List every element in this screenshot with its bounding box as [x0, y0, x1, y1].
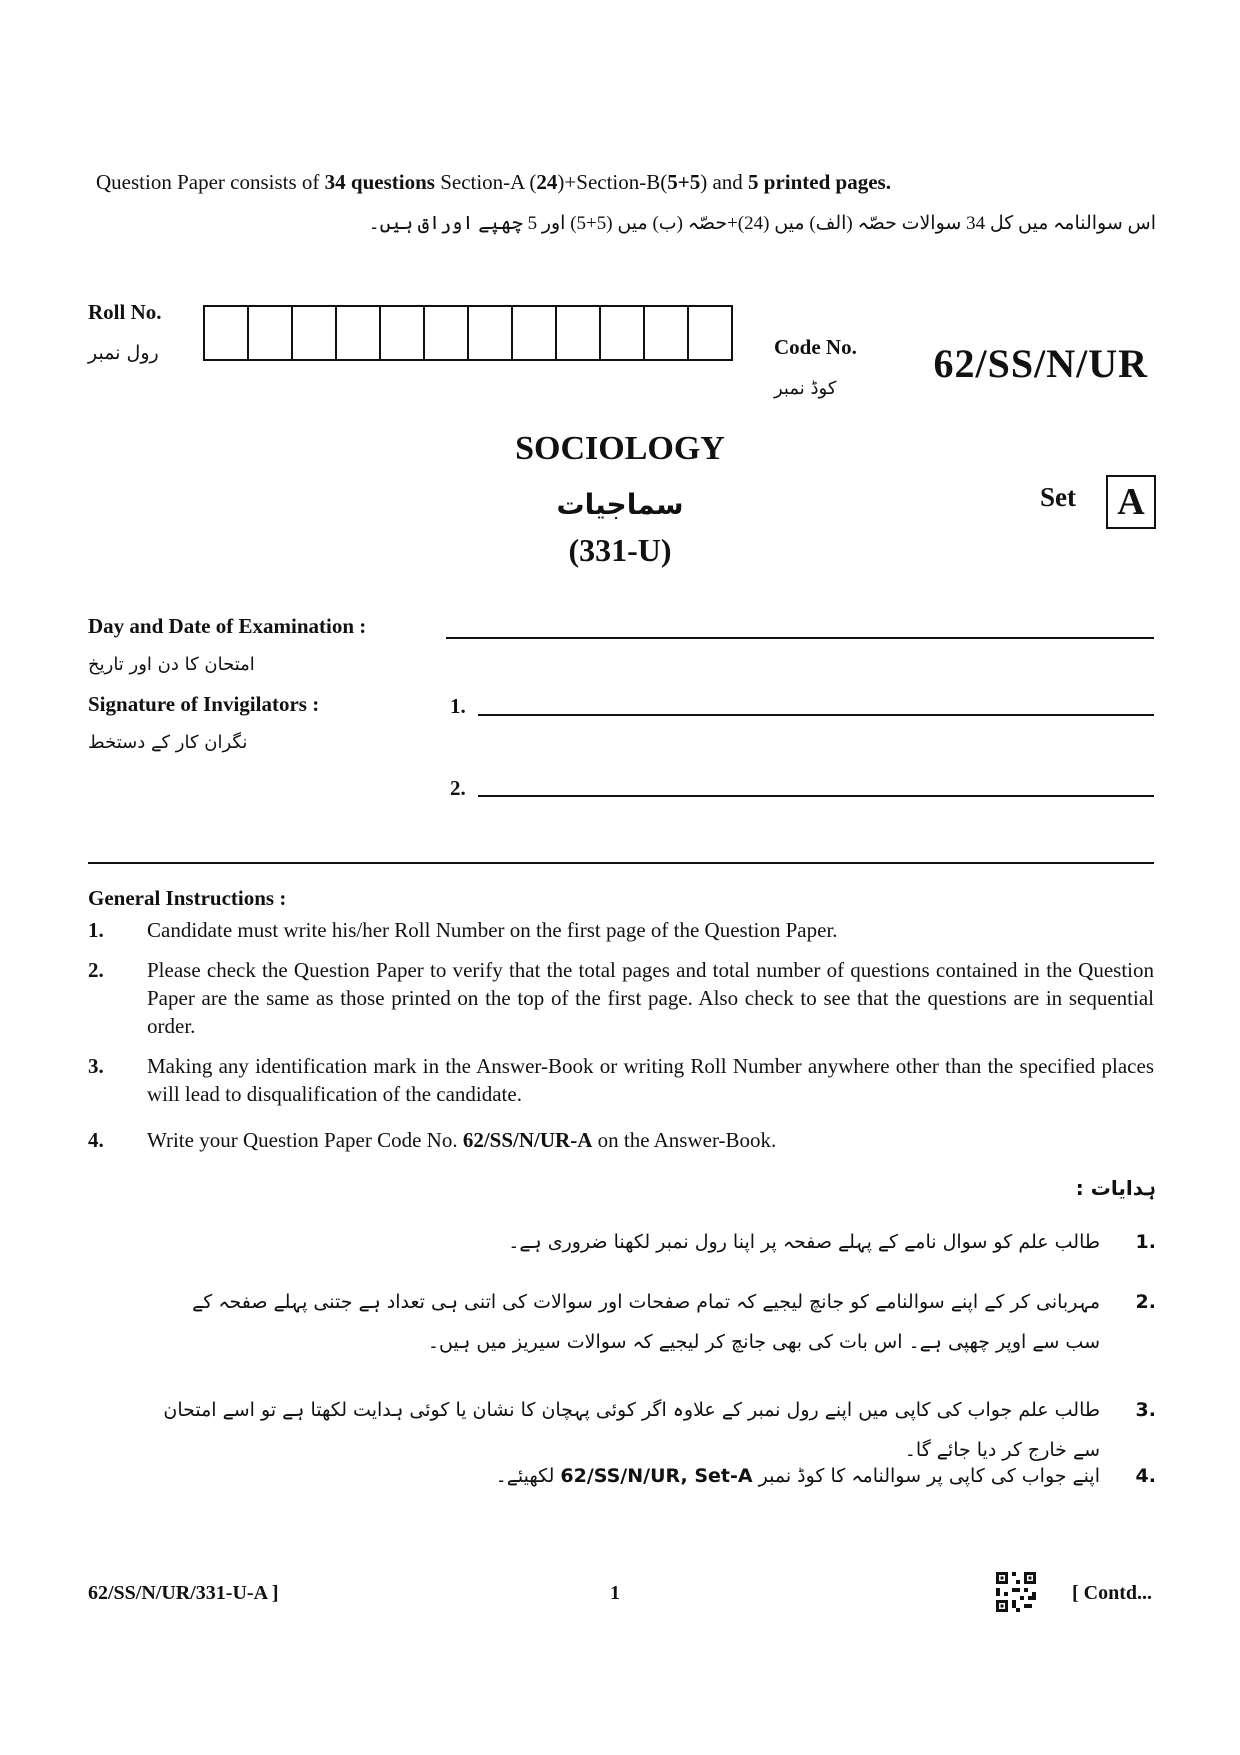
urdu-instruction-number: .2 [1135, 1291, 1156, 1313]
roll-number-box[interactable] [557, 307, 601, 359]
footer-paper-code: 62/SS/N/UR/331-U-A ] [88, 1582, 279, 1604]
section-b-count: 5+5 [667, 170, 701, 194]
set-value: A [1106, 475, 1156, 529]
section-divider [88, 862, 1154, 864]
paper-summary-english [96, 170, 891, 195]
roll-number-box[interactable] [601, 307, 645, 359]
urdu-instruction-text-part: لکھیئے۔ [495, 1465, 561, 1487]
roll-number-box[interactable] [381, 307, 425, 359]
roll-number-box[interactable] [293, 307, 337, 359]
subject-code: (331-U) [568, 532, 672, 568]
paper-code-inline-urdu: 62/SS/N/UR, Set-A [560, 1465, 753, 1487]
qr-code-icon [996, 1572, 1036, 1612]
invigilator-signature-label-urdu: نگران کار کے دستخط [88, 732, 248, 753]
instruction-text-part: on the Answer-Book. [592, 1128, 777, 1152]
summary-text: )+Section-B( [557, 170, 668, 194]
instruction-item [88, 916, 1154, 944]
roll-number-box[interactable] [337, 307, 381, 359]
subject-title: SOCIOLOGY [515, 430, 725, 467]
urdu-instruction-text: طالب علم جواب کی کاپی میں اپنے رول نمبر کے علاوہ اگر کوئی پہچان کا نشان یا کوئی ہدایت لکھتا ہے تو اسے امتحان سے خارج کر دیا جائے گا۔ [163, 1399, 1100, 1461]
code-number-label-urdu: کوڈ نمبر [774, 378, 837, 399]
instruction-number: 4. [88, 1128, 104, 1152]
urdu-instruction-number: .3 [1135, 1399, 1156, 1421]
urdu-instruction-item [156, 1282, 1156, 1362]
page-count: 5 printed pages. [748, 170, 891, 194]
exam-date-line[interactable] [446, 637, 1154, 639]
instruction-text: Please check the Question Paper to verify that the total pages and total number of questions contained in the Question Paper are the same as those printed on the top of the first page. Also check to see that the questions are in sequential order. [147, 958, 1154, 1038]
code-number-label: Code No. [774, 335, 857, 359]
urdu-instruction-item [156, 1456, 1156, 1496]
roll-number-box[interactable] [205, 307, 249, 359]
instruction-item [88, 1052, 1154, 1108]
summary-text: Question Paper consists of [96, 170, 325, 194]
urdu-instruction-number: .1 [1135, 1231, 1156, 1253]
roll-number-box[interactable] [249, 307, 293, 359]
instruction-number: 3. [88, 1054, 104, 1078]
subject-title-urdu: سماجیات [556, 488, 684, 521]
set-label: Set [1040, 482, 1076, 512]
urdu-instruction-text-part: اپنے جواب کی کاپی پر سوالنامہ کا کوڈ نمبر [752, 1465, 1100, 1487]
general-instructions-title: General Instructions : [88, 886, 287, 910]
urdu-instruction-item [156, 1222, 1156, 1262]
summary-text: Section-A ( [434, 170, 537, 194]
roll-number-box[interactable] [689, 307, 731, 359]
invigilator-1-number: 1. [450, 694, 466, 718]
instruction-text: Candidate must write his/her Roll Number on the first page of the Question Paper. [147, 918, 838, 942]
instruction-item [88, 956, 1154, 1040]
section-a-count: 24 [536, 170, 558, 194]
instruction-text-part: Write your Question Paper Code No. [147, 1128, 463, 1152]
instruction-text [147, 1126, 1154, 1154]
invigilator-signature-label: Signature of Invigilators : [88, 692, 320, 716]
invigilator-2-number: 2. [450, 776, 466, 800]
urdu-instruction-text [156, 1456, 1100, 1496]
paper-summary-urdu: اس سوالنامہ میں کل 34 سوالات حصّہ (الف) میں (24)+حصّہ (ب) میں (5+5) اور 5 چھپے اوراق ہیں۔ [368, 213, 1156, 234]
roll-number-box[interactable] [645, 307, 689, 359]
continued-marker: [ Contd... [1071, 1582, 1152, 1604]
instruction-text: Making any identification mark in the Answer-Book or writing Roll Number anywhere other than the specified places will lead to disqualification of the candidate. [147, 1054, 1154, 1106]
urdu-instruction-text: طالب علم کو سوال نامے کے پہلے صفحہ پر اپنا رول نمبر لکھنا ضروری ہے۔ [508, 1231, 1100, 1253]
invigilator-2-line[interactable] [478, 795, 1154, 797]
roll-number-label-urdu: رول نمبر [88, 342, 159, 364]
instruction-number: 1. [88, 918, 104, 942]
urdu-instruction-text: مہربانی کر کے اپنے سوالنامے کو جانچ لیجیے کہ تمام صفحات اور سوالات کی اتنی ہی تعداد ہے جتنی پہلے صفحہ کے سب سے اوپر چھپی ہے۔ اس بات کی بھی جانچ کر لیجیے کہ سوالات سیریز میں ہیں۔ [192, 1291, 1100, 1353]
roll-number-box[interactable] [513, 307, 557, 359]
roll-number-box[interactable] [425, 307, 469, 359]
roll-number-box[interactable] [469, 307, 513, 359]
instruction-number: 2. [88, 958, 104, 982]
instruction-item [88, 1126, 1154, 1154]
invigilator-1-line[interactable] [478, 714, 1154, 716]
question-count: 34 questions [324, 170, 435, 194]
urdu-instructions-title: ہدایات : [1075, 1176, 1156, 1200]
urdu-instruction-number: .4 [1135, 1465, 1156, 1487]
code-number-value: 62/SS/N/UR [933, 341, 1148, 386]
exam-date-label: Day and Date of Examination : [88, 614, 367, 638]
exam-date-label-urdu: امتحان کا دن اور تاریخ [88, 654, 255, 675]
page-number: 1 [610, 1582, 620, 1604]
roll-number-label: Roll No. [88, 300, 162, 324]
summary-text: ) and [700, 170, 749, 194]
roll-number-boxes[interactable] [203, 305, 733, 361]
paper-code-inline: 62/SS/N/UR-A [462, 1128, 593, 1152]
